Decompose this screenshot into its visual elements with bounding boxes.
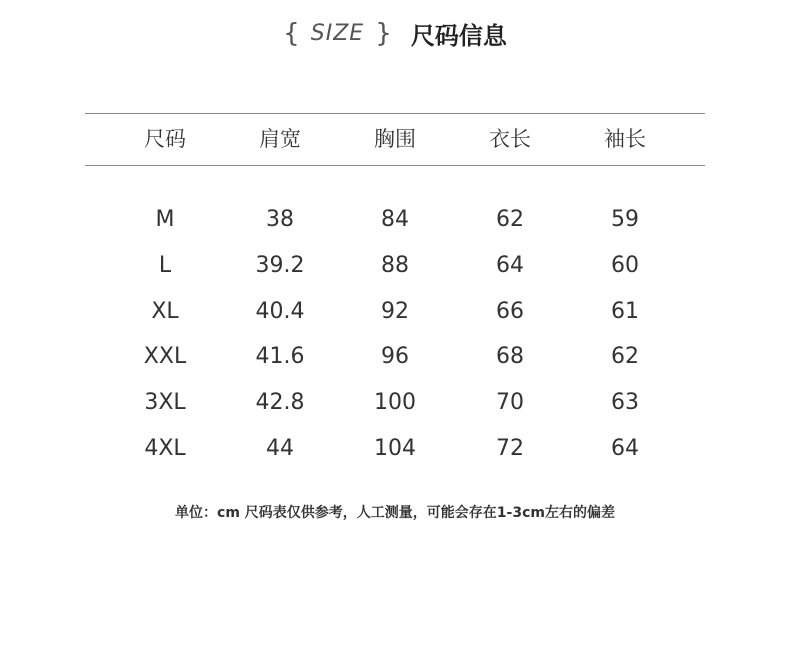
cell-chest: 100 xyxy=(374,390,416,415)
cell-shoulder: 39.2 xyxy=(255,253,305,278)
table-header xyxy=(85,114,705,165)
header-sleeve: 袖长 xyxy=(604,127,646,151)
measurement-note: 单位：cm 尺码表仅供参考，人工测量，可能会存在1-3cm左右的偏差 xyxy=(175,505,615,521)
cell-shoulder: 42.8 xyxy=(255,390,305,415)
cell-size: L xyxy=(158,253,172,278)
size-word: SIZE xyxy=(310,21,365,46)
header-size: 尺码 xyxy=(144,127,186,151)
header-chest: 胸围 xyxy=(374,127,416,151)
cell-sleeve: 64 xyxy=(611,436,639,461)
cell-chest: 96 xyxy=(381,344,409,369)
cell-size: M xyxy=(155,207,175,232)
cell-length: 62 xyxy=(496,207,524,232)
cell-sleeve: 60 xyxy=(611,253,639,278)
cell-chest: 88 xyxy=(381,253,409,278)
cell-sleeve: 59 xyxy=(611,207,639,232)
cell-size: XL xyxy=(151,299,179,324)
cell-shoulder: 44 xyxy=(266,436,294,461)
cell-size: 3XL xyxy=(144,390,186,415)
table-row xyxy=(85,246,705,286)
cell-length: 66 xyxy=(496,299,524,324)
cell-length: 68 xyxy=(496,344,524,369)
cell-sleeve: 63 xyxy=(611,390,639,415)
cell-length: 70 xyxy=(496,390,524,415)
table-row xyxy=(85,200,705,240)
table-row xyxy=(85,429,705,469)
cell-size: 4XL xyxy=(144,436,186,461)
cell-sleeve: 61 xyxy=(611,299,639,324)
cell-length: 64 xyxy=(496,253,524,278)
cell-shoulder: 38 xyxy=(266,207,294,232)
cell-length: 72 xyxy=(496,436,524,461)
cell-shoulder: 40.4 xyxy=(255,299,305,324)
table-row xyxy=(85,383,705,423)
right-brace: } xyxy=(375,18,392,49)
cell-sleeve: 62 xyxy=(611,344,639,369)
header-bottom-rule xyxy=(85,165,705,166)
header-length: 衣长 xyxy=(489,127,531,151)
title-text: 尺码信息 xyxy=(410,22,507,50)
cell-chest: 84 xyxy=(381,207,409,232)
cell-chest: 104 xyxy=(374,436,416,461)
table-row xyxy=(85,292,705,332)
cell-chest: 92 xyxy=(381,299,409,324)
page-title xyxy=(0,16,790,51)
table-row xyxy=(85,337,705,377)
cell-size: XXL xyxy=(143,344,187,369)
header-shoulder: 肩宽 xyxy=(259,127,301,151)
cell-shoulder: 41.6 xyxy=(255,344,305,369)
left-brace: { xyxy=(283,18,300,49)
